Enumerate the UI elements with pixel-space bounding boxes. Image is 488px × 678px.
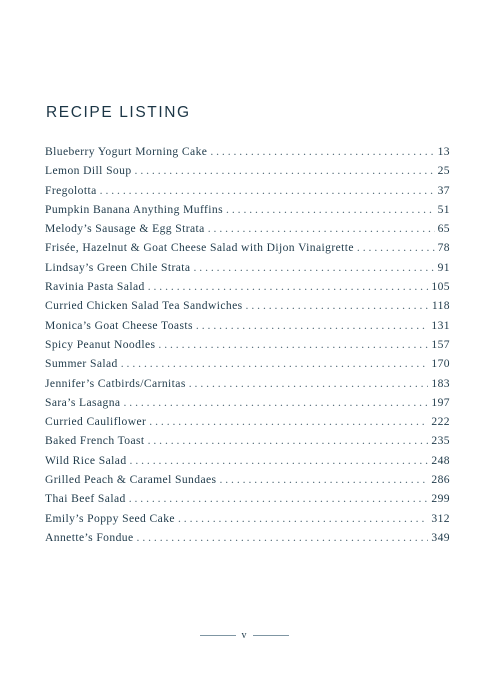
page-number: 222 (431, 415, 450, 429)
list-item (45, 184, 450, 203)
page-number: 131 (431, 318, 450, 332)
recipe-title: Sara’s Lasagna (45, 395, 121, 409)
recipe-title: Baked French Toast (45, 434, 145, 448)
page-number: 65 (437, 222, 450, 236)
page-number: 78 (437, 241, 450, 255)
list-item (45, 415, 450, 434)
footer-rule-right (253, 635, 289, 636)
recipe-list (45, 145, 450, 550)
recipe-title: Emily’s Poppy Seed Cake (45, 511, 175, 525)
recipe-title: Lindsay’s Green Chile Strata (45, 260, 191, 274)
dot-leader (130, 454, 429, 467)
page-number: 312 (431, 511, 450, 525)
list-item (45, 454, 450, 473)
page-number: 51 (437, 202, 450, 216)
dot-leader (129, 492, 429, 505)
dot-leader (219, 473, 428, 486)
dot-leader (158, 338, 428, 351)
page-number: 286 (431, 473, 450, 487)
recipe-title: Summer Salad (45, 357, 118, 371)
page-number: 299 (431, 492, 450, 506)
list-item (45, 280, 450, 299)
recipe-title: Frisée, Hazelnut & Goat Cheese Salad with Dijon Vinaigrette (45, 241, 354, 255)
dot-leader (135, 164, 435, 177)
page-number: 13 (437, 145, 450, 158)
dot-leader (148, 434, 429, 447)
list-item (45, 434, 450, 453)
recipe-title: Jennifer’s Catbirds/Carnitas (45, 376, 186, 390)
page-number: 118 (431, 299, 450, 313)
list-item (45, 241, 450, 260)
dot-leader (121, 357, 429, 370)
recipe-title: Fregolotta (45, 183, 97, 197)
dot-leader (246, 299, 429, 312)
dot-leader (208, 222, 435, 235)
page-number: 248 (431, 453, 450, 467)
list-item (45, 145, 450, 164)
footer-rule-left (200, 635, 236, 636)
recipe-title: Thai Beef Salad (45, 492, 126, 506)
dot-leader (357, 241, 435, 254)
recipe-title: Spicy Peanut Noodles (45, 337, 156, 351)
page-title: RECIPE LISTING (46, 104, 191, 121)
dot-leader (210, 145, 434, 158)
recipe-title: Curried Chicken Salad Tea Sandwiches (45, 299, 243, 313)
list-item (45, 377, 450, 396)
recipe-title: Blueberry Yogurt Morning Cake (45, 145, 208, 158)
list-item (45, 338, 450, 357)
list-item (45, 357, 450, 376)
dot-leader (149, 415, 428, 428)
list-item (45, 531, 450, 550)
page-number: 183 (431, 376, 450, 390)
recipe-title: Annette’s Fondue (45, 530, 134, 544)
list-item (45, 222, 450, 241)
list-item (45, 512, 450, 531)
list-item (45, 261, 450, 280)
list-item (45, 164, 450, 183)
page-footer (0, 630, 488, 641)
page-number: 91 (437, 260, 450, 274)
recipe-title: Curried Cauliflower (45, 415, 147, 429)
dot-leader (100, 184, 435, 197)
dot-leader (189, 377, 429, 390)
list-item (45, 473, 450, 492)
page-number: 37 (437, 183, 450, 197)
recipe-title: Wild Rice Salad (45, 453, 127, 467)
dot-leader (137, 531, 429, 544)
dot-leader (178, 512, 428, 525)
dot-leader (123, 396, 428, 409)
dot-leader (148, 280, 429, 293)
recipe-title: Lemon Dill Soup (45, 164, 132, 178)
list-item (45, 396, 450, 415)
page-number: 235 (431, 434, 450, 448)
page-number: 157 (431, 337, 450, 351)
page-number: 349 (431, 530, 450, 544)
recipe-title: Grilled Peach & Caramel Sundaes (45, 473, 217, 487)
page-number: 170 (431, 357, 450, 371)
dot-leader (196, 319, 428, 332)
recipe-title: Pumpkin Banana Anything Muffins (45, 202, 224, 216)
folio-number: v (241, 630, 247, 641)
recipe-title: Ravinia Pasta Salad (45, 280, 145, 294)
list-item (45, 299, 450, 318)
page-number: 105 (431, 280, 450, 294)
dot-leader (226, 203, 435, 216)
page-number: 25 (437, 164, 450, 178)
list-item (45, 203, 450, 222)
dot-leader (193, 261, 434, 274)
list-item (45, 492, 450, 511)
page-number: 197 (431, 395, 450, 409)
list-item (45, 319, 450, 338)
recipe-title: Monica’s Goat Cheese Toasts (45, 318, 193, 332)
recipe-title: Melody’s Sausage & Egg Strata (45, 222, 205, 236)
